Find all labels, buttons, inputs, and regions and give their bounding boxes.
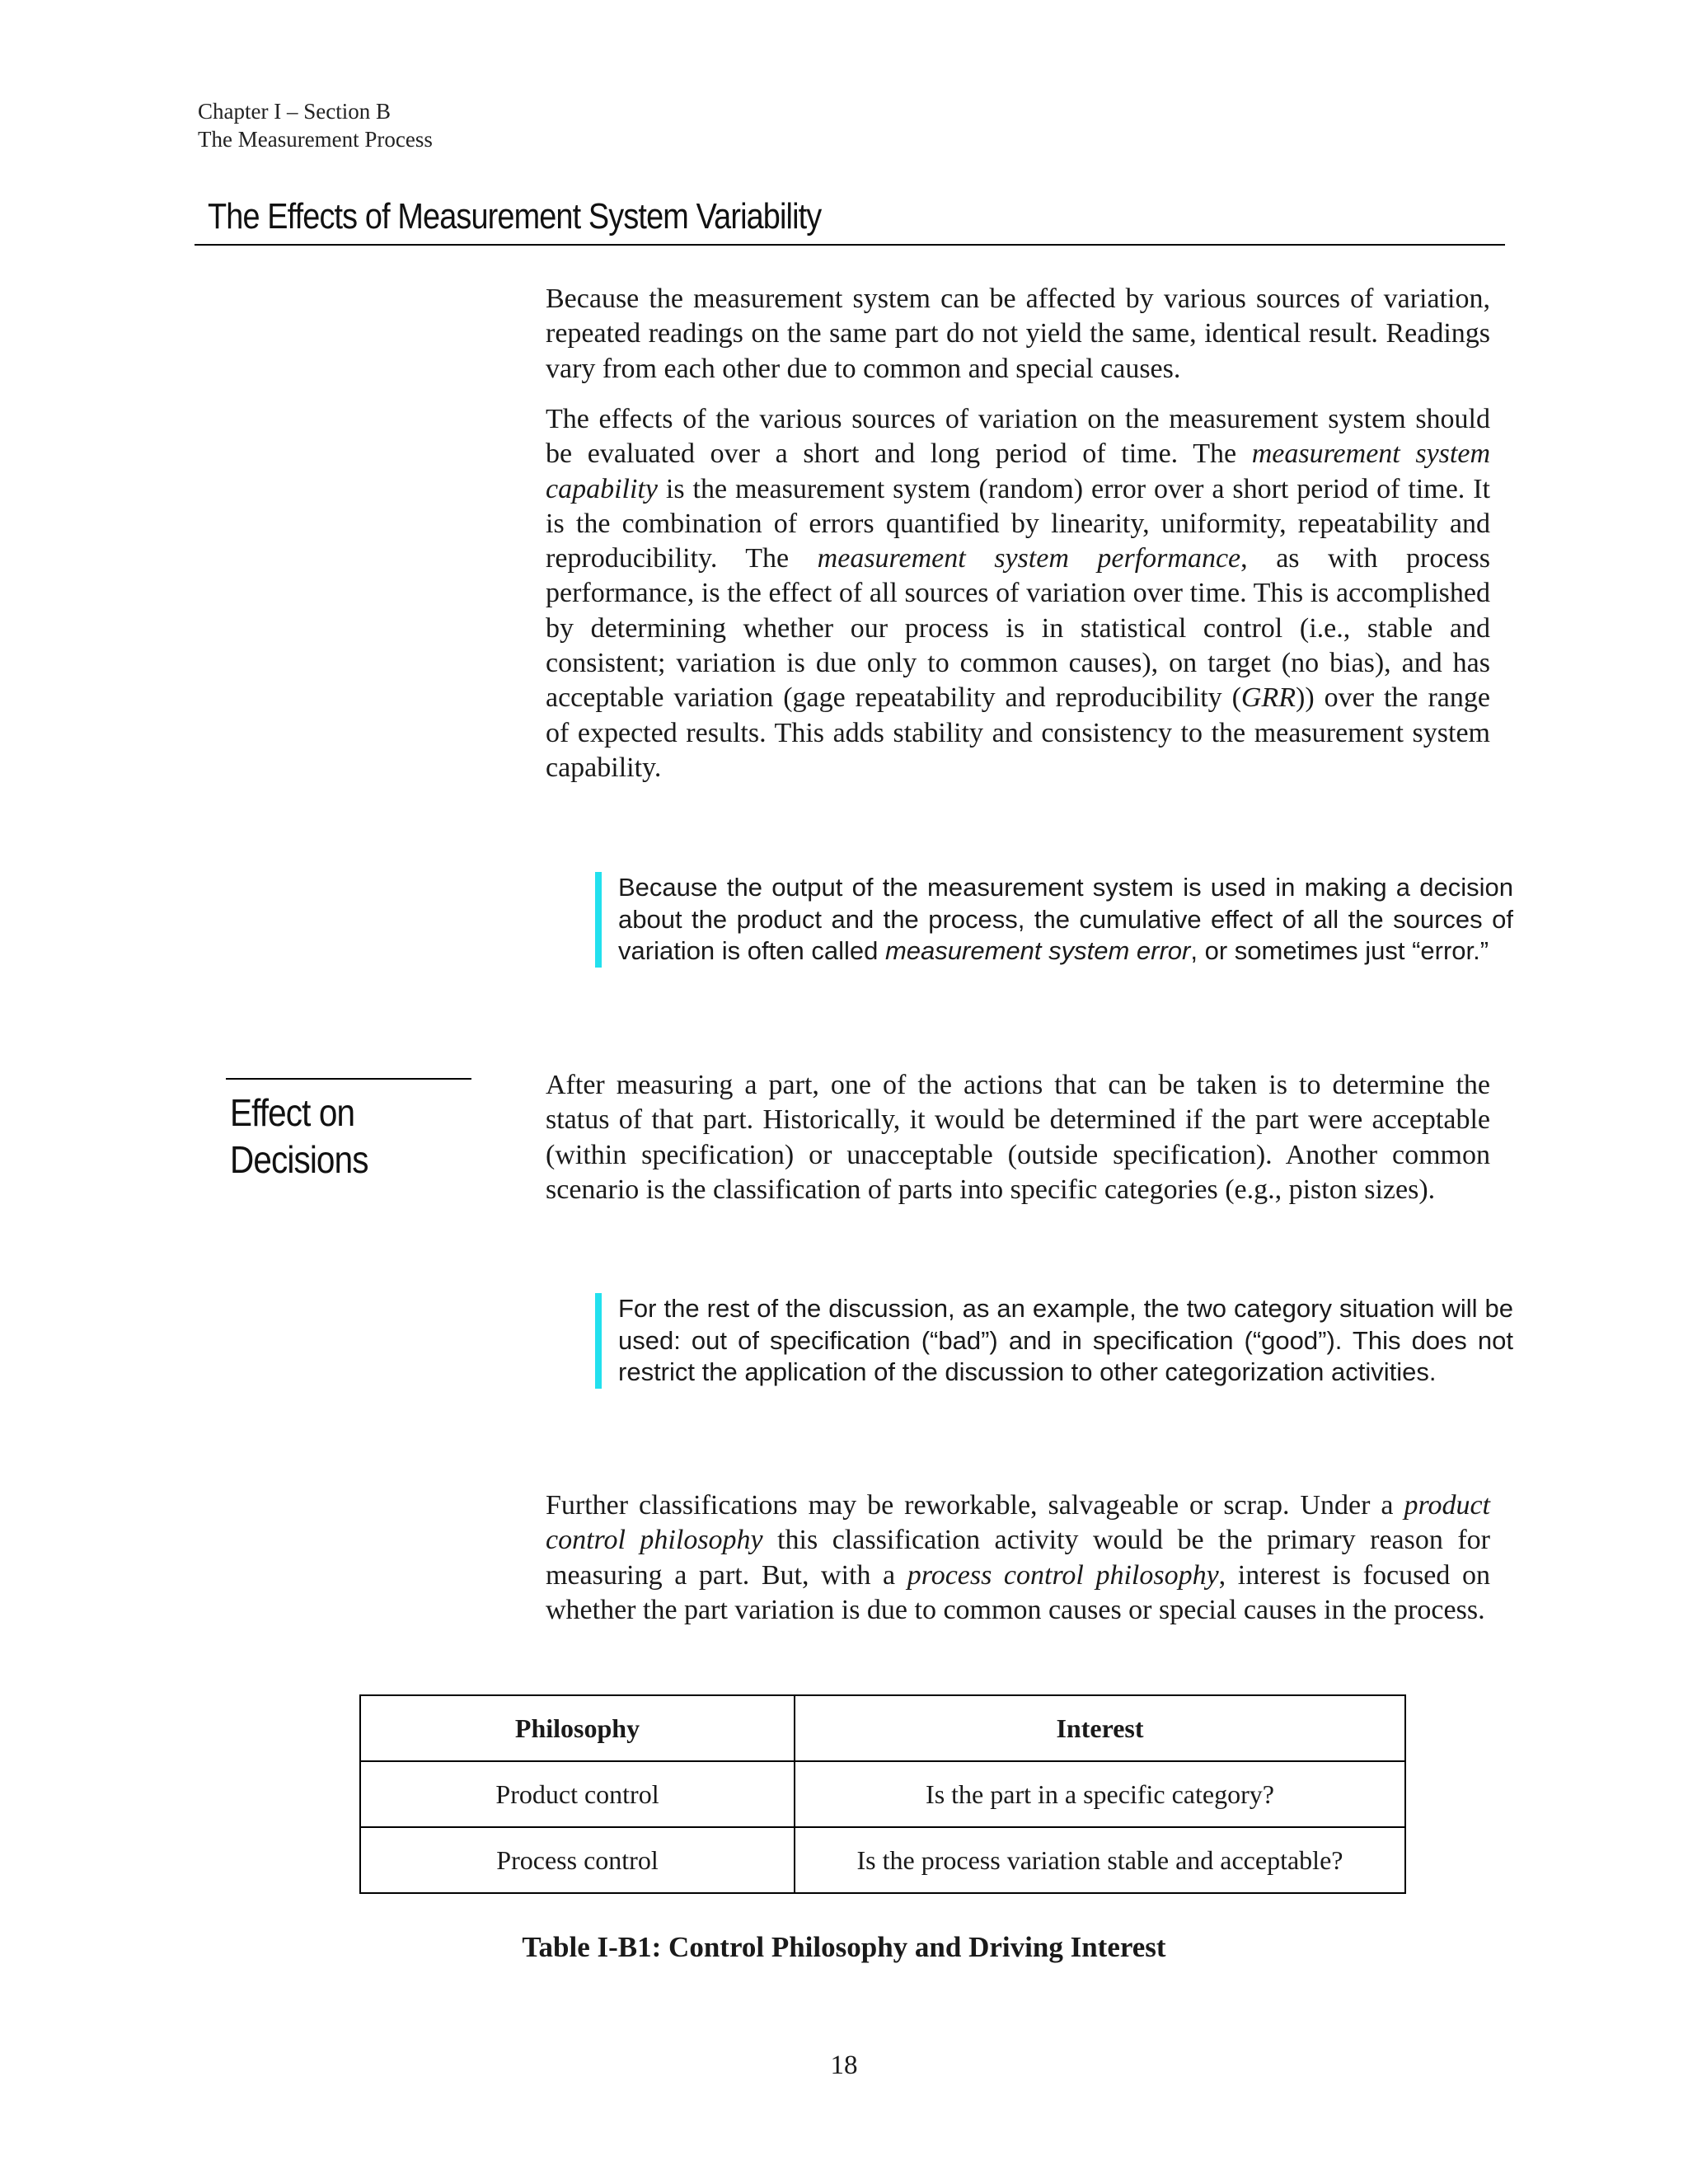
philosophy-table [359,1694,1406,1894]
emphasis-term: GRR [1240,682,1296,714]
table-row [360,1827,1405,1893]
paragraph-1 [546,282,1490,387]
side-heading-line-2: Decisions [230,1138,368,1181]
text-run: , as with process performance, is the effect of all sources of variation over time. This is accomplished by determining whether our process is in statistical control (i.e., stable and consistent; variation is due only to common causes), on target (no bias), and has acceptable variation (gage repeatability and reproducibility ( [546,543,1490,714]
emphasis-term: process control philosophy [907,1559,1219,1591]
text-run: Further classifications may be reworkable, salvageable or scrap. Under a [546,1490,1404,1521]
paragraph-4 [546,1488,1490,1628]
emphasis-term: measurement system performance [817,543,1241,574]
paragraph-3-text: After measuring a part, one of the actions that can be taken is to determine the status of that part. Historically, it would be determined if the part were acceptable (within specification) or unacceptable (outside specification). Another common scenario is the classification of parts into specific categories (e.g., piston sizes). [546,1070,1490,1205]
paragraph-2 [546,402,1490,785]
text-run: )) over the range of expected results. This adds stability and consistency to the measurement system capability. [546,682,1490,783]
text-run: The effects of the various sources of variation on the measurement system should be evaluated over a short and long period of time. The [546,404,1490,470]
table-row [360,1761,1405,1827]
table-cell: Is the part in a specific category? [795,1761,1405,1827]
chapter-subtitle: The Measurement Process [198,127,433,152]
side-heading [230,1090,387,1183]
emphasis-term: measurement system capability [546,438,1491,504]
section-title-text: The Effects of Measurement System Variability [208,196,822,237]
note-callout-2: For the rest of the discussion, as an example, the two category situation will be used: out of specification (“bad”) and in specification (“good”). This does not restrict the application of the discussion to other categorization activities. [595,1293,1513,1389]
text-run: this classification activity would be the primary reason for measuring a part. But, with a [546,1525,1490,1591]
table-header-row [360,1695,1405,1761]
page-number: 18 [830,2050,858,2080]
text-run: , interest is focused on whether the part variation is due to common causes or special causes in the process. [546,1559,1490,1625]
table-cell: Is the process variation stable and acceptable? [795,1827,1405,1893]
text-run: is the measurement system (random) error over a short period of time. It is the combination of errors quantified by linearity, uniformity, repeatability and reproducibility. The [546,473,1490,574]
chapter-label: Chapter I – Section B [198,99,391,124]
paragraph-1-text: Because the measurement system can be affected by various sources of variation, repeated readings on the same part do not yield the same, identical result. Readings vary from each other due to common and special causes. [546,284,1490,384]
table-header-cell: Interest [795,1695,1405,1761]
running-header [198,97,433,153]
paragraph-3 [546,1068,1490,1207]
table-caption: Table I-B1: Control Philosophy and Driving Interest [522,1931,1166,1963]
text-run: , or sometimes just “error.” [1190,936,1489,965]
paragraph-2-text [546,402,1490,785]
table-cell: Product control [360,1761,795,1827]
section-title [195,196,1505,246]
emphasis-term: measurement system error [884,936,1191,965]
table-cell: Process control [360,1827,795,1893]
note-callout-1 [595,872,1513,968]
text-run: Because the output of the measurement system is used in making a decision about the product and the process, the cumulative effect of all the sources of variation is often called [618,873,1513,965]
side-heading-line-1: Effect on [230,1091,355,1134]
table-header-cell: Philosophy [360,1695,795,1761]
paragraph-4-text [546,1488,1490,1628]
emphasis-term: product control philosophy [546,1490,1490,1556]
side-heading-rule [226,1078,471,1080]
